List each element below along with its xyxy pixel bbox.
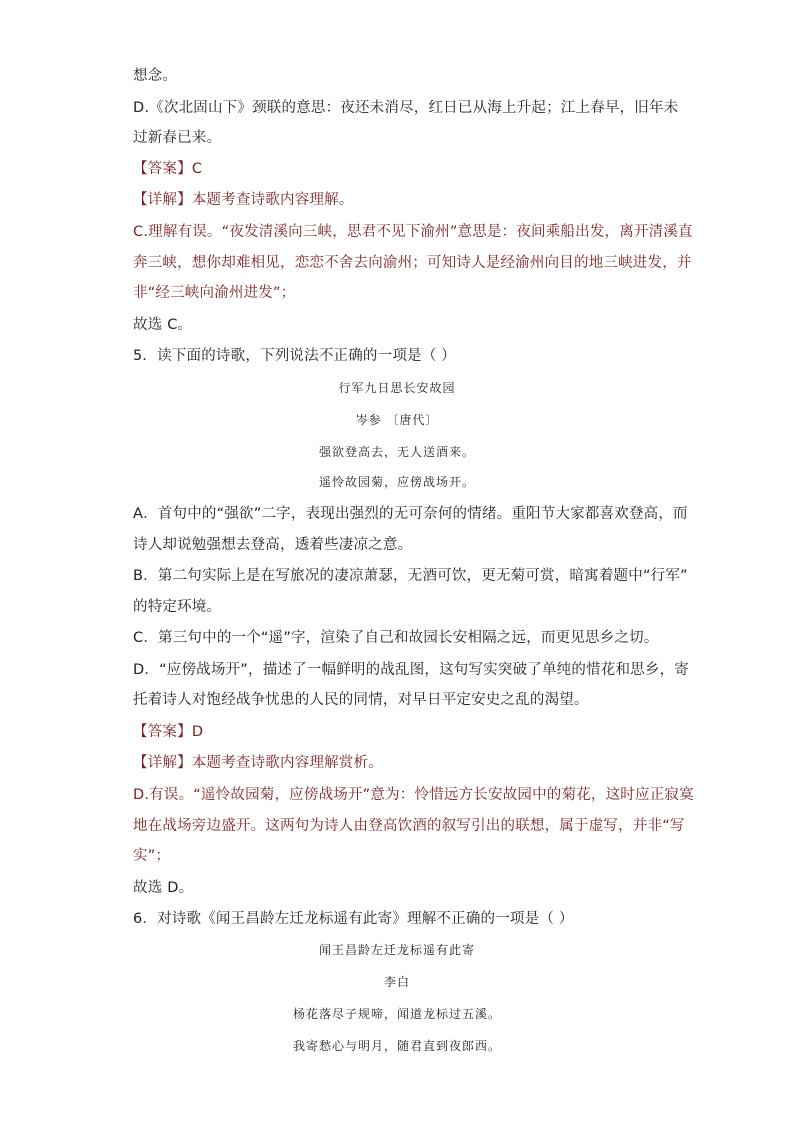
q6-poem-author: 李白 (383, 975, 410, 989)
q4-detail-tag: 【详解】 (133, 192, 192, 208)
q5-option-a-line2: 诗人却说勉强想去登高，透着些凄凉之意。 (133, 537, 413, 553)
q4-answer-tag: 【答案】 (133, 161, 192, 177)
q4-explain-line1: C.理解有误。“夜发清溪向三峡，思君不见下渝州”意思是：夜间乘船出发，离开清溪直 (133, 224, 693, 240)
q5-option-a-line1: A．首句中的“强欲”二字，表现出强烈的无可奈何的情绪。重阳节大家都喜欢登高，而 (133, 506, 688, 522)
q5-explain-line1: D.有误。“遥怜故园菊，应傍战场开”意为：怜惜远方长安故园中的菊花，这时应正寂寞 (133, 787, 694, 803)
q4-answer-value: C (191, 161, 203, 177)
option-d-prev-line2: 过新春已来。 (133, 130, 222, 146)
q4-answer (133, 159, 202, 179)
option-d-prev-line1: D.《次北固山下》颈联的意思：夜还未消尽，红日已从海上升起；江上春早，旧年未 (133, 100, 679, 116)
q4-conclusion: 故选 C。 (133, 317, 193, 333)
q5-option-d-line2: 托着诗人对饱经战争忧患的人民的同情，对早日平定安史之乱的渴望。 (133, 692, 589, 708)
q6-question: 6．对诗歌《闻王昌龄左迁龙标遥有此寄》理解不正确的一项是（ ） (133, 911, 574, 927)
q5-explain-line2: 地在战场旁边盛开。这两句为诗人由登高饮酒的叙写引出的联想，属于虚写，并非“写 (133, 818, 685, 834)
q5-poem-line2: 遥怜故园菊，应傍战场开。 (318, 475, 475, 489)
q5-conclusion: 故选 D。 (133, 880, 194, 896)
q5-option-d-line1: D．“应傍战场开”，描述了一幅鲜明的战乱图，这句写实突破了单纯的惜花和思乡，寄 (133, 662, 689, 678)
q4-explain-line3: 非“经三峡向渝州进发”； (133, 285, 296, 301)
q4-explain-line2: 奔三峡，想你却难相见，恋恋不舍去向渝州；可知诗人是经渝州向目的地三峡进发，并 (133, 255, 692, 271)
q5-poem-line1: 强欲登高去，无人送酒来。 (318, 445, 475, 459)
q5-option-c-line1: C．第三句中的一个“遥”字，渲染了自己和故园长安相隔之远，而更见思乡之切。 (133, 630, 659, 646)
q4-detail (133, 190, 354, 210)
q5-detail-text: 本题考查诗歌内容理解赏析。 (191, 755, 383, 771)
q5-poem-title: 行军九日思长安故园 (338, 381, 456, 395)
q5-question: 5．读下面的诗歌，下列说法不正确的一项是（ ） (133, 348, 456, 364)
q5-explain-line3: 实”； (133, 848, 171, 864)
q6-poem-line2: 我寄愁心与明月，随君直到夜郎西。 (292, 1039, 501, 1053)
q5-answer-value: D (191, 724, 204, 740)
q5-option-b-line2: 的特定环境。 (133, 599, 222, 615)
q6-poem-title: 闻王昌龄左迁龙标遥有此寄 (318, 943, 475, 957)
top-continuation: 想念。 (133, 68, 178, 84)
q5-poem-author: 岑参 〔唐代〕 (355, 413, 439, 427)
q5-answer (133, 722, 203, 742)
q5-option-b-line1: B．第二句实际上是在写旅况的凄凉萧瑟，无酒可饮，更无菊可赏，暗寓着题中“行军” (133, 568, 688, 584)
q5-answer-tag: 【答案】 (133, 724, 192, 740)
q5-detail (133, 753, 383, 773)
q4-detail-text: 本题考查诗歌内容理解。 (191, 192, 354, 208)
q5-detail-tag: 【详解】 (133, 755, 192, 771)
q6-poem-line1: 杨花落尽子规啼，闻道龙标过五溪。 (292, 1007, 501, 1021)
